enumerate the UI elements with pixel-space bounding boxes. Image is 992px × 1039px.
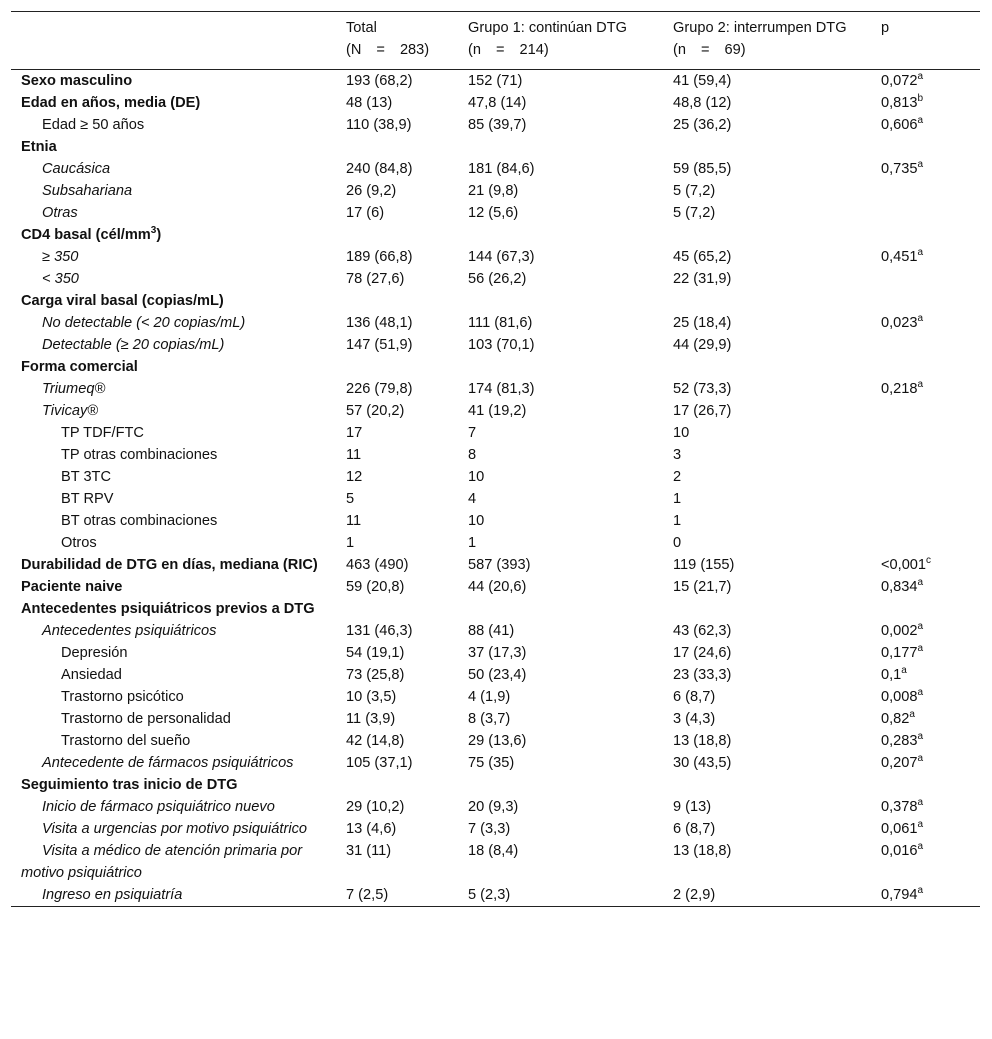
header-group1: Grupo 1: continúan DTG (n = 214) — [468, 20, 627, 58]
cell-g2 — [673, 598, 881, 620]
row-label: Caucásica — [42, 161, 111, 177]
cell-g2 — [673, 136, 881, 158]
table-row — [11, 818, 980, 840]
cell-p: 0,451$^a$ — [881, 247, 924, 265]
header-row — [11, 12, 980, 70]
cell-g2: 2 — [673, 469, 682, 485]
cell-total: 1 — [346, 535, 355, 551]
table-row — [11, 488, 980, 510]
row-label: Inicio de fármaco psiquiátrico nuevo — [42, 799, 275, 815]
row-label: Otras — [42, 205, 78, 221]
cell-g2: 17 (26,7) — [673, 403, 732, 419]
cell-g2: 3 — [673, 447, 682, 463]
row-label: Depresión — [61, 645, 128, 661]
table-container — [11, 11, 980, 907]
cell-p — [881, 268, 980, 290]
table-row — [11, 466, 980, 488]
table-row — [11, 202, 980, 224]
row-label: Trastorno psicótico — [61, 689, 184, 705]
cell-g2 — [673, 356, 881, 378]
cell-g2: 2 (2,9) — [673, 887, 716, 903]
row-label: Visita a médico de atención primaria por motivo psiquiátrico — [21, 843, 303, 881]
cell-total: 54 (19,1) — [346, 645, 405, 661]
table-row — [11, 642, 980, 664]
cell-g2: 44 (29,9) — [673, 337, 732, 353]
cell-p: 0,207$^a$ — [881, 753, 924, 771]
cell-total: 7 (2,5) — [346, 887, 389, 903]
cell-g2: 45 (65,2) — [673, 249, 732, 265]
cell-g1: 5 (2,3) — [468, 887, 511, 903]
cell-g1: 75 (35) — [468, 755, 515, 771]
cell-g1: 85 (39,7) — [468, 117, 527, 133]
cell-total: 189 (66,8) — [346, 249, 413, 265]
cell-g1: 1 — [468, 535, 477, 551]
cell-p: 0,218$^a$ — [881, 379, 924, 397]
cell-total: 73 (25,8) — [346, 667, 405, 683]
cell-g2: 6 (8,7) — [673, 689, 716, 705]
cell-total: 11 — [346, 447, 362, 463]
row-label: BT 3TC — [61, 469, 112, 485]
cell-g2: 5 (7,2) — [673, 183, 716, 199]
cell-p — [881, 136, 980, 158]
cell-g2: 1 — [673, 513, 682, 529]
cell-p: 0,002$^a$ — [881, 621, 924, 639]
row-label: Ingreso en psiquiatría — [42, 887, 183, 903]
cell-p — [881, 488, 980, 510]
cell-g1: 4 — [468, 491, 477, 507]
table-row — [11, 334, 980, 356]
cell-total: 42 (14,8) — [346, 733, 405, 749]
cell-g1: 88 (41) — [468, 623, 515, 639]
table-row — [11, 664, 980, 686]
cell-total: 12 — [346, 469, 363, 485]
table-row — [11, 92, 980, 114]
cell-p: 0,378$^a$ — [881, 797, 924, 815]
row-label: Antecedente de fármacos psiquiátricos — [42, 755, 294, 771]
table-row — [11, 158, 980, 180]
cell-g1: 50 (23,4) — [468, 667, 527, 683]
table-row — [11, 180, 980, 202]
cell-g1: 4 (1,9) — [468, 689, 511, 705]
cell-p — [881, 202, 980, 224]
table-row — [11, 576, 980, 598]
row-label: BT RPV — [61, 491, 114, 507]
cell-total: 17 (6) — [346, 205, 385, 221]
cell-g2: 43 (62,3) — [673, 623, 732, 639]
cell-g1: 56 (26,2) — [468, 271, 527, 287]
row-label: Carga viral basal (copias/mL) — [21, 293, 224, 309]
cell-g1: 10 — [468, 513, 485, 529]
cell-g2 — [673, 774, 881, 796]
table-row — [11, 554, 980, 576]
row-label: Edad ≥ 50 años — [42, 117, 145, 133]
cell-p — [881, 774, 980, 796]
table-row — [11, 268, 980, 290]
table-row — [11, 246, 980, 268]
row-label: BT otras combinaciones — [61, 513, 218, 529]
row-label: Etnia — [21, 139, 57, 155]
row-label: Antecedentes psiquiátricos — [42, 623, 217, 639]
row-label: TP otras combinaciones — [61, 447, 218, 463]
cell-p — [881, 422, 980, 444]
cell-total: 110 (38,9) — [346, 117, 412, 133]
cell-g1: 8 (3,7) — [468, 711, 511, 727]
row-label: Edad en años, media (DE) — [21, 95, 201, 111]
cell-g2: 48,8 (12) — [673, 95, 732, 111]
cell-g1: 29 (13,6) — [468, 733, 527, 749]
cell-p: 0,606$^a$ — [881, 115, 924, 133]
cell-p: 0,008$^a$ — [881, 687, 924, 705]
cell-g1: 12 (5,6) — [468, 205, 519, 221]
table-row — [11, 400, 980, 422]
row-label: Ansiedad — [61, 667, 122, 683]
table-row — [11, 708, 980, 730]
cell-g1 — [468, 290, 673, 312]
cell-total: 5 — [346, 491, 355, 507]
table-row — [11, 444, 980, 466]
cell-total: 131 (46,3) — [346, 623, 413, 639]
table-row — [11, 356, 980, 378]
table-row — [11, 752, 980, 774]
row-label: Subsahariana — [42, 183, 133, 199]
table-row — [11, 224, 980, 246]
cell-total: 48 (13) — [346, 95, 393, 111]
cell-g1: 174 (81,3) — [468, 381, 535, 397]
cell-p — [881, 334, 980, 356]
cell-total: 57 (20,2) — [346, 403, 405, 419]
cell-g1: 7 — [468, 425, 477, 441]
cell-g1: 10 — [468, 469, 485, 485]
cell-g2: 25 (36,2) — [673, 117, 732, 133]
cell-g2: 3 (4,3) — [673, 711, 716, 727]
row-label: ≥ 350 — [42, 249, 79, 265]
row-label: TP TDF/FTC — [61, 425, 144, 441]
cell-p: 0,82$^a$ — [881, 709, 915, 727]
cell-p — [881, 290, 980, 312]
cell-total — [346, 356, 468, 378]
cell-p: 0,177$^a$ — [881, 643, 924, 661]
row-label: Tivicay® — [42, 403, 99, 419]
cell-g2: 52 (73,3) — [673, 381, 732, 397]
cell-g2: 30 (43,5) — [673, 755, 732, 771]
cell-p — [881, 400, 980, 422]
cell-p — [881, 356, 980, 378]
cell-total: 31 (11) — [346, 843, 392, 859]
table-row — [11, 422, 980, 444]
table-row — [11, 840, 980, 884]
cell-total — [346, 136, 468, 158]
cell-g2: 119 (155) — [673, 557, 735, 573]
cell-total: 193 (68,2) — [346, 73, 413, 89]
cell-g2: 13 (18,8) — [673, 843, 732, 859]
cell-g1 — [468, 136, 673, 158]
cell-total: 29 (10,2) — [346, 799, 405, 815]
table-row — [11, 620, 980, 642]
cell-g2: 10 — [673, 425, 690, 441]
cell-g1: 41 (19,2) — [468, 403, 527, 419]
table-row — [11, 290, 980, 312]
row-label: Trastorno de personalidad — [61, 711, 231, 727]
cell-g2: 22 (31,9) — [673, 271, 732, 287]
cell-g1: 144 (67,3) — [468, 249, 535, 265]
header-group2: Grupo 2: interrumpen DTG (n = 69) — [673, 20, 847, 58]
row-label: Durabilidad de DTG en días, mediana (RIC) — [21, 557, 318, 573]
header-total: Total (N = 283) — [346, 20, 430, 58]
row-label: Paciente naive — [21, 579, 123, 595]
row-label: Forma comercial — [21, 359, 138, 375]
row-label: Antecedentes psiquiátricos previos a DTG — [21, 601, 315, 617]
table-row — [11, 114, 980, 136]
row-label: Detectable (≥ 20 copias/mL) — [42, 337, 225, 353]
cell-total: 17 — [346, 425, 363, 441]
cell-p: 0,016$^a$ — [881, 841, 924, 859]
cell-p: <0,001$^c$ — [881, 555, 932, 573]
data-table — [11, 11, 980, 907]
table-row — [11, 136, 980, 158]
header-blank — [11, 12, 346, 70]
cell-g1: 181 (84,6) — [468, 161, 535, 177]
cell-p: 0,813$^b$ — [881, 93, 924, 111]
cell-g2: 41 (59,4) — [673, 73, 732, 89]
table-row — [11, 312, 980, 334]
table-row — [11, 532, 980, 554]
table-row — [11, 598, 980, 620]
cell-p: 0,072$^a$ — [881, 71, 924, 89]
cell-p: 0,834$^a$ — [881, 577, 924, 595]
cell-g1: 20 (9,3) — [468, 799, 519, 815]
cell-g2: 1 — [673, 491, 682, 507]
cell-total — [346, 774, 468, 796]
cell-p — [881, 224, 980, 246]
row-label: CD4 basal $(cél/mm^3)$ — [21, 225, 162, 243]
table-row — [11, 884, 980, 907]
table-row — [11, 70, 980, 93]
cell-g1: 18 (8,4) — [468, 843, 519, 859]
cell-total: 463 (490) — [346, 557, 409, 573]
cell-g1 — [468, 356, 673, 378]
cell-p: 0,1$^a$ — [881, 665, 907, 683]
cell-p: 0,735$^a$ — [881, 159, 924, 177]
header-p: p — [881, 20, 890, 36]
row-label: Otros — [61, 535, 97, 551]
cell-g1: 111 (81,6) — [468, 315, 533, 331]
cell-total: 105 (37,1) — [346, 755, 413, 771]
cell-total: 59 (20,8) — [346, 579, 405, 595]
cell-g2 — [673, 224, 881, 246]
cell-g1: 21 (9,8) — [468, 183, 519, 199]
cell-g1: 47,8 (14) — [468, 95, 527, 111]
row-label: Visita a urgencias por motivo psiquiátrico — [42, 821, 307, 837]
cell-total — [346, 290, 468, 312]
cell-g2: 5 (7,2) — [673, 205, 716, 221]
cell-total — [346, 598, 468, 620]
table-row — [11, 686, 980, 708]
cell-g1: 103 (70,1) — [468, 337, 535, 353]
cell-p — [881, 180, 980, 202]
table-row — [11, 796, 980, 818]
cell-total: 10 (3,5) — [346, 689, 397, 705]
cell-p — [881, 444, 980, 466]
cell-g2: 25 (18,4) — [673, 315, 732, 331]
cell-total: 78 (27,6) — [346, 271, 405, 287]
cell-g1: 44 (20,6) — [468, 579, 527, 595]
cell-g2: 13 (18,8) — [673, 733, 732, 749]
cell-g1: 587 (393) — [468, 557, 531, 573]
cell-total: 11 — [346, 513, 362, 529]
row-label: No detectable (< 20 copias/mL) — [42, 315, 246, 331]
cell-g2: 17 (24,6) — [673, 645, 732, 661]
cell-g1: 8 — [468, 447, 477, 463]
cell-g1 — [468, 224, 673, 246]
cell-p: 0,023$^a$ — [881, 313, 924, 331]
cell-g1 — [468, 598, 673, 620]
table-row — [11, 774, 980, 796]
cell-g1 — [468, 774, 673, 796]
table-body — [11, 70, 980, 907]
cell-g2: 9 (13) — [673, 799, 712, 815]
cell-g1: 152 (71) — [468, 73, 523, 89]
cell-g2: 15 (21,7) — [673, 579, 732, 595]
cell-total: 226 (79,8) — [346, 381, 413, 397]
table-row — [11, 378, 980, 400]
cell-g2: 23 (33,3) — [673, 667, 732, 683]
cell-g2: 59 (85,5) — [673, 161, 732, 177]
table-row — [11, 730, 980, 752]
cell-g2: 0 — [673, 535, 682, 551]
cell-total: 147 (51,9) — [346, 337, 413, 353]
cell-p — [881, 598, 980, 620]
cell-total: 11 (3,9) — [346, 711, 396, 727]
cell-total: 240 (84,8) — [346, 161, 413, 177]
cell-total — [346, 224, 468, 246]
cell-g1: 7 (3,3) — [468, 821, 511, 837]
cell-g2 — [673, 290, 881, 312]
row-label: Sexo masculino — [21, 73, 133, 89]
cell-total: 13 (4,6) — [346, 821, 397, 837]
row-label: Triumeq® — [42, 381, 106, 397]
cell-p: 0,283$^a$ — [881, 731, 924, 749]
row-label: < 350 — [42, 271, 79, 287]
cell-p — [881, 466, 980, 488]
cell-p: 0,794$^a$ — [881, 885, 924, 903]
cell-p: 0,061$^a$ — [881, 819, 924, 837]
row-label: Seguimiento tras inicio de DTG — [21, 777, 238, 793]
row-label: Trastorno del sueño — [61, 733, 191, 749]
cell-total: 136 (48,1) — [346, 315, 413, 331]
cell-total: 26 (9,2) — [346, 183, 397, 199]
cell-g1: 37 (17,3) — [468, 645, 527, 661]
cell-p — [881, 510, 980, 532]
table-row — [11, 510, 980, 532]
cell-g2: 6 (8,7) — [673, 821, 716, 837]
cell-p — [881, 532, 980, 554]
